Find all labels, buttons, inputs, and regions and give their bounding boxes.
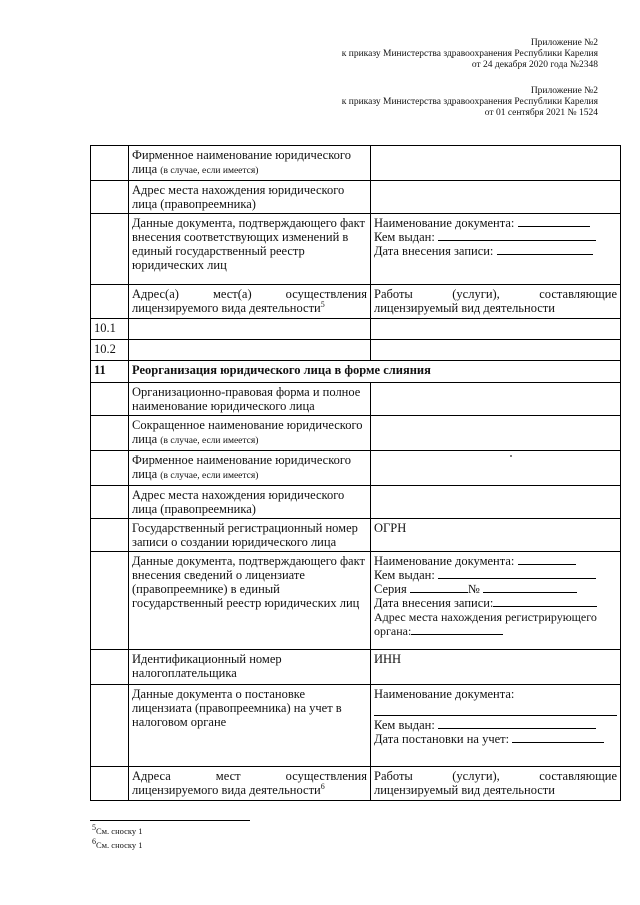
- input-cell[interactable]: [371, 451, 621, 486]
- field-label: Данные документа о постановке лицензиата (правопреемника) на учет в налоговом органе: [129, 685, 371, 767]
- table-row: [91, 416, 621, 451]
- table-row: [91, 685, 621, 767]
- footnote-6: $^6$См. сноску 1: [92, 837, 143, 850]
- field-label: Адрес места нахождения юридического лица (правопреемника): [129, 181, 371, 214]
- table-row: [91, 650, 621, 685]
- appendix-header-original: [342, 38, 598, 71]
- order-reference: к приказу Министерства здравоохранения Республики Карелия: [341, 97, 598, 107]
- table-row: [91, 519, 621, 552]
- input-cell[interactable]: [371, 383, 621, 416]
- field-value: Работы (услуги), составляющие лицензируемый вид деятельности: [371, 767, 621, 801]
- table-row: [91, 486, 621, 519]
- field-label: Адреса мест осуществления лицензируемого вида деятельности$^6$: [129, 767, 371, 801]
- field-label: Данные документа, подтверждающего факт внесения сведений о лицензиате (правопреемнике) в единый государственный реестр юридических лиц: [129, 552, 371, 650]
- order-date: от 24 декабря 2020 года №2348: [471, 60, 598, 70]
- table-row: [91, 552, 621, 650]
- field-label: Государственный регистрационный номер записи о создании юридического лица: [129, 519, 371, 552]
- order-date: от 01 сентября 2021 № 1524: [484, 108, 598, 118]
- field-label: Адрес места нахождения юридического лица (правопреемника): [129, 486, 371, 519]
- appendix-title: Приложение №2: [530, 86, 598, 96]
- field-label: Организационно-правовая форма и полное наименование юридического лица: [129, 383, 371, 416]
- field-label: Фирменное наименование юридического лица (в случае, если имеется): [129, 451, 371, 486]
- appendix-header-amendment: [342, 86, 598, 119]
- input-cell[interactable]: [371, 340, 621, 361]
- footnote-ref: 5: [320, 299, 325, 309]
- field-label: Фирменное наименование юридического лица (в случае, если имеется): [129, 146, 371, 181]
- row-number: 10.2: [91, 340, 129, 361]
- input-cell[interactable]: Наименование документа: Кем выдан: Серия № Дата внесения записи: Адрес места нахождения регистрирующего органа:: [371, 552, 621, 650]
- license-form-table: [90, 145, 621, 801]
- input-cell[interactable]: [371, 416, 621, 451]
- field-label: Данные документа, подтверждающего факт внесения соответствующих изменений в единый государственный реестр юридических лиц: [129, 214, 371, 285]
- footnote-ref: 6: [320, 781, 325, 791]
- table-row: [91, 361, 621, 383]
- input-cell[interactable]: [371, 486, 621, 519]
- table-row: [91, 767, 621, 801]
- row-number: 10.1: [91, 319, 129, 340]
- table-row: [91, 214, 621, 285]
- table-row: [91, 340, 621, 361]
- input-cell[interactable]: [371, 146, 621, 181]
- field-label: Сокращенное наименование юридического лица (в случае, если имеется): [129, 416, 371, 451]
- table-row: [91, 285, 621, 319]
- input-cell[interactable]: Наименование документа: Кем выдан: Дата внесения записи:: [371, 214, 621, 285]
- field-value: Работы (услуги), составляющие лицензируемый вид деятельности: [371, 285, 621, 319]
- footnote-separator: [90, 820, 250, 821]
- input-cell[interactable]: Наименование документа: Кем выдан: Дата постановки на учет:: [371, 685, 621, 767]
- field-label: Адрес(а) мест(а) осуществления лицензируемого вида деятельности$^5$: [129, 285, 371, 319]
- table-row: [91, 181, 621, 214]
- table-row: [91, 451, 621, 486]
- appendix-title: Приложение №2: [530, 38, 598, 48]
- field-value[interactable]: ОГРН: [371, 519, 621, 552]
- input-cell[interactable]: [371, 181, 621, 214]
- section-title: Реорганизация юридического лица в форме слияния: [129, 361, 621, 383]
- input-cell[interactable]: [129, 319, 371, 340]
- field-value[interactable]: ИНН: [371, 650, 621, 685]
- section-number: 11: [91, 361, 129, 383]
- footnote-5: $^5$См. сноску 1: [92, 823, 143, 836]
- table-row: [91, 146, 621, 181]
- input-cell[interactable]: [129, 340, 371, 361]
- scan-speck: [510, 455, 512, 457]
- table-row: [91, 319, 621, 340]
- input-cell[interactable]: [371, 319, 621, 340]
- field-label: Идентификационный номер налогоплательщика: [129, 650, 371, 685]
- order-reference: к приказу Министерства здравоохранения Республики Карелия: [341, 49, 598, 59]
- table-row: [91, 383, 621, 416]
